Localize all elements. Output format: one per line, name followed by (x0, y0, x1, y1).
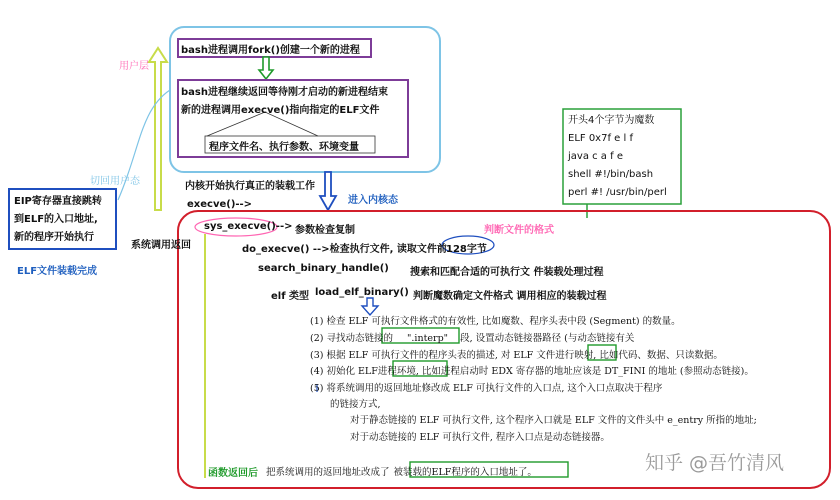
fork-step: bash进程调用fork()创建一个新的进程 (181, 45, 360, 56)
step-2-prefix: (2) 寻找动态链接的 (310, 333, 393, 344)
elf-type: elf 类型 (271, 291, 310, 302)
step-5: (5) 将系统调用的返回地址修改成 ELF 可执行文件的入口点, 这个入口点取决于程序 (310, 383, 663, 394)
eip-line-2: 到ELF的入口地址, (14, 214, 98, 225)
search-desc: 搜索和匹配合适的可执行文 件装载处理过程 (410, 267, 604, 278)
step-2-interp: ".interp" (407, 333, 449, 344)
user-layer-label: 用户层 (119, 61, 149, 72)
kernel-load-start-label: 内核开始执行真正的装载工作 (185, 181, 315, 192)
enter-kernel-label: 进入内核态 (348, 195, 398, 206)
execve-call: execve()--> (187, 199, 253, 210)
return-to-user-label: 切回用户态 (90, 176, 140, 187)
step-5-link-mode: 的链接方式, (330, 399, 381, 410)
syscall-return-label: 系统调用返回 (131, 240, 191, 251)
execve-step: 新的进程调用execve()指向指定的ELF文件 (181, 105, 380, 116)
final-prefix: 把系统调用的返回地址改成了 (266, 467, 390, 478)
magic-java: java c a f e (568, 151, 623, 162)
step-4 (310, 363, 754, 377)
eip-line-3: 新的程序开始执行 (14, 232, 94, 243)
sys-execve: sys_execve()--> (204, 221, 293, 232)
step-3-suffix: , 比如代码、数据、只读数据。 (593, 350, 723, 361)
step-1: (1) 检查 ELF 可执行文件格式的有效性, 比如魔数、程序头表中段 (Segment) 的数量。 (310, 316, 681, 327)
step-3-prefix: (3) 根据 ELF 可执行文件的程序头表的描述, 对 ELF 文件进行 (310, 350, 575, 361)
watermark: 知乎 @吾竹清风 (645, 452, 785, 474)
load-elf-binary: load_elf_binary() (315, 287, 409, 298)
magic-elf: ELF 0x7f e l f (568, 133, 633, 144)
step-2-suffix: 段, 设置动态链接器路径 (与动态链接有关 (460, 333, 635, 344)
step-4-env: 进程环境 (377, 366, 416, 377)
magic-shell: shell #!/bin/bash (568, 169, 654, 180)
magic-perl: perl #! /usr/bin/perl (568, 187, 667, 198)
step-4-prefix: (4) 初始化 ELF (310, 366, 378, 377)
do-execve-bytes: 128字节 (446, 244, 487, 255)
judge-file-format-label: 判断文件的格式 (484, 225, 554, 236)
step-5-dynamic: 对于动态链接的 ELF 可执行文件, 程序入口点是动态链接器。 (350, 432, 610, 443)
magic-number-box (563, 109, 681, 204)
final-suffix: 。 (527, 467, 537, 478)
step-3 (310, 347, 723, 361)
eip-box (9, 189, 116, 249)
elf-load-done-label: ELF文件装载完成 (17, 266, 98, 277)
final-line (266, 464, 537, 478)
load-desc: 判断魔数确定文件格式 调用相应的装载过程 (413, 291, 607, 302)
wait-step: bash进程继续返回等待刚才启动的新进程结束 (181, 87, 388, 98)
step-2 (310, 330, 634, 344)
params-box: 程序文件名、执行参数、环境变量 (209, 142, 359, 153)
function-return-label: 函数返回后 (208, 468, 258, 479)
sys-execve-desc: 参数检查复制 (295, 225, 355, 236)
eip-line-1: EIP寄存器直接跳转 (14, 196, 102, 207)
step-5-static: 对于静态链接的 ELF 可执行文件, 这个程序入口就是 ELF 文件的文件头中 e_entry 所指的地址; (350, 415, 757, 426)
do-execve: do_execve() -->检查执行文件, 读取文件前 (242, 244, 447, 255)
magic-title: 开头4个字节为魔数 (568, 115, 655, 126)
final-entry: 被装载的ELF程序的入口地址了 (393, 467, 528, 478)
search-binary-handle: search_binary_handle() (258, 263, 389, 274)
step-4-suffix: , 比如进程启动时 EDX 寄存器的地址应该是 DT_FINI 的地址 (参照动态链接)。 (415, 366, 754, 377)
step-3-map: 映射 (574, 350, 594, 361)
